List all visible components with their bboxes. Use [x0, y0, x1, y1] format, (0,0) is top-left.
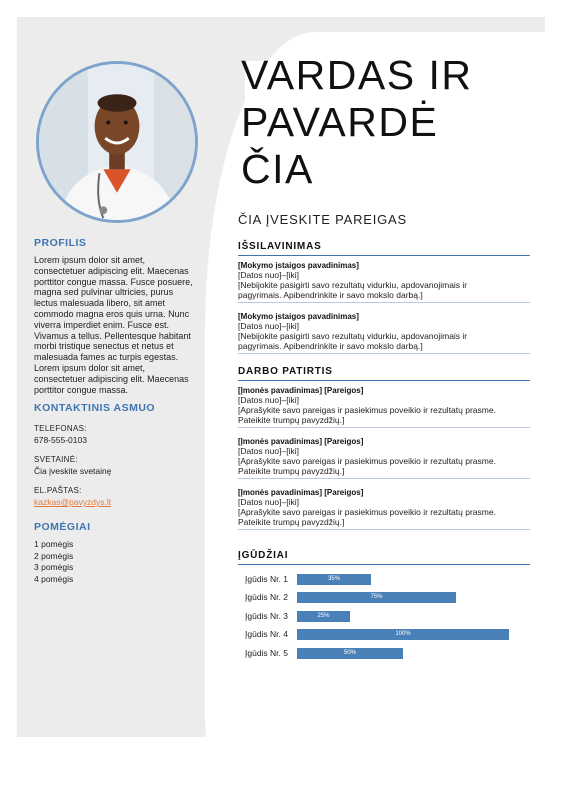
- skill-bar: 100%: [297, 629, 509, 640]
- education-heading: IŠSILAVINIMAS: [238, 241, 530, 256]
- experience-section: [238, 366, 530, 539]
- entry-description: Pateikite trumpų pavyzdžių.]: [238, 415, 345, 425]
- experience-entry: [238, 488, 530, 530]
- skill-label: Įgūdis Nr. 4: [245, 629, 288, 639]
- phone-value: 678-555-0103: [34, 435, 87, 445]
- hobby-item: 4 pomėgis: [34, 573, 74, 584]
- entry-description: pagyrimais. Apibendrinkite ir savo mokslo darbą.]: [238, 290, 423, 300]
- hobby-item: 1 pomėgis: [34, 539, 74, 549]
- profile-photo: [36, 61, 198, 223]
- hobbies-heading: POMĖGIAI: [34, 521, 91, 533]
- skill-label: Įgūdis Nr. 5: [245, 648, 288, 658]
- hobby-item: 3 pomėgis: [34, 562, 74, 572]
- education-section: [238, 241, 530, 363]
- skill-label: Įgūdis Nr. 1: [245, 574, 288, 584]
- profile-section: [34, 237, 199, 395]
- company-position: [Įmonės pavadinimas] [Pareigos]: [238, 488, 364, 497]
- skill-label: Įgūdis Nr. 3: [245, 611, 288, 621]
- skill-bar: 35%: [297, 574, 371, 585]
- experience-entry: [238, 386, 530, 428]
- profile-heading: PROFILIS: [34, 237, 87, 249]
- experience-heading: DARBO PATIRTIS: [238, 366, 530, 381]
- name-line: ČIA: [241, 146, 314, 192]
- company-position: [Įmonės pavadinimas] [Pareigos]: [238, 437, 364, 446]
- skill-bar: 50%: [297, 648, 403, 659]
- job-title: ČIA ĮVESKITE PAREIGAS: [238, 212, 407, 227]
- education-entry: [238, 261, 530, 303]
- school-name: [Mokymo įstaigos pavadinimas]: [238, 312, 359, 321]
- portrait-illustration: [39, 64, 195, 220]
- entry-description: [Aprašykite savo pareigas ir pasiekimus poveikio ir rezultatų prasme.: [238, 507, 496, 517]
- email-label: EL.PAŠTAS:: [34, 486, 82, 495]
- entry-description: [Aprašykite savo pareigas ir pasiekimus poveikio ir rezultatų prasme.: [238, 405, 496, 415]
- school-name: [Mokymo įstaigos pavadinimas]: [238, 261, 359, 270]
- skills-section: [238, 550, 530, 570]
- name-line: VARDAS IR: [241, 52, 473, 98]
- name-line: PAVARDĖ: [241, 99, 439, 145]
- skill-bar: 25%: [297, 611, 350, 622]
- entry-description: Pateikite trumpų pavyzdžių.]: [238, 466, 345, 476]
- entry-dates: [Datos nuo]–[iki]: [238, 446, 299, 456]
- profile-text: Lorem ipsum dolor sit amet, consectetuer adipiscing elit. Maecenas porttitor congue massa. Fusce posuere, magna sed pulvinar ultricies, purus lectus malesuada libero, sit amet commodo magna eros quis urna. Nunc viverra imperdiet enim. Fusce est. Vivamus a tellus. Pellentesque habitant morbi tristique senectus et netus et malesuada fames ac turpis egestas. Lorem ipsum dolor sit amet, consectetuer adipiscing elit. Maecenas porttitor congue massa.: [34, 255, 193, 395]
- company-position: [Įmonės pavadinimas] [Pareigos]: [238, 386, 364, 395]
- website-label: SVETAINĖ:: [34, 455, 78, 464]
- contact-section: [34, 402, 199, 507]
- email-link[interactable]: kazkas@pavyzdys.lt: [34, 497, 112, 507]
- entry-dates: [Datos nuo]–[iki]: [238, 497, 299, 507]
- website-value: Čia įveskite svetainę: [34, 466, 112, 476]
- experience-entry: [238, 437, 530, 479]
- entry-dates: [Datos nuo]–[iki]: [238, 270, 299, 280]
- full-name: [241, 52, 541, 193]
- hobby-item: 2 pomėgis: [34, 550, 74, 561]
- entry-description: [Nebijokite pasigirti savo rezultatų vidurkiu, apdovanojimais ir: [238, 280, 468, 290]
- entry-dates: [Datos nuo]–[iki]: [238, 321, 299, 331]
- education-entry: [238, 312, 530, 354]
- entry-dates: [Datos nuo]–[iki]: [238, 395, 299, 405]
- skills-heading: ĮGŪDŽIAI: [238, 550, 530, 565]
- entry-description: pagyrimais. Apibendrinkite ir savo mokslo darbą.]: [238, 341, 423, 351]
- entry-description: [Nebijokite pasigirti savo rezultatų vidurkiu, apdovanojimais ir: [238, 331, 468, 341]
- phone-label: TELEFONAS:: [34, 424, 87, 433]
- hobbies-section: [34, 521, 199, 585]
- contact-heading: KONTAKTINIS ASMUO: [34, 402, 156, 414]
- skill-bar: 75%: [297, 592, 456, 603]
- skill-label: Įgūdis Nr. 2: [245, 592, 288, 602]
- entry-description: [Aprašykite savo pareigas ir pasiekimus poveikio ir rezultatų prasme.: [238, 456, 496, 466]
- entry-description: Pateikite trumpų pavyzdžių.]: [238, 517, 345, 527]
